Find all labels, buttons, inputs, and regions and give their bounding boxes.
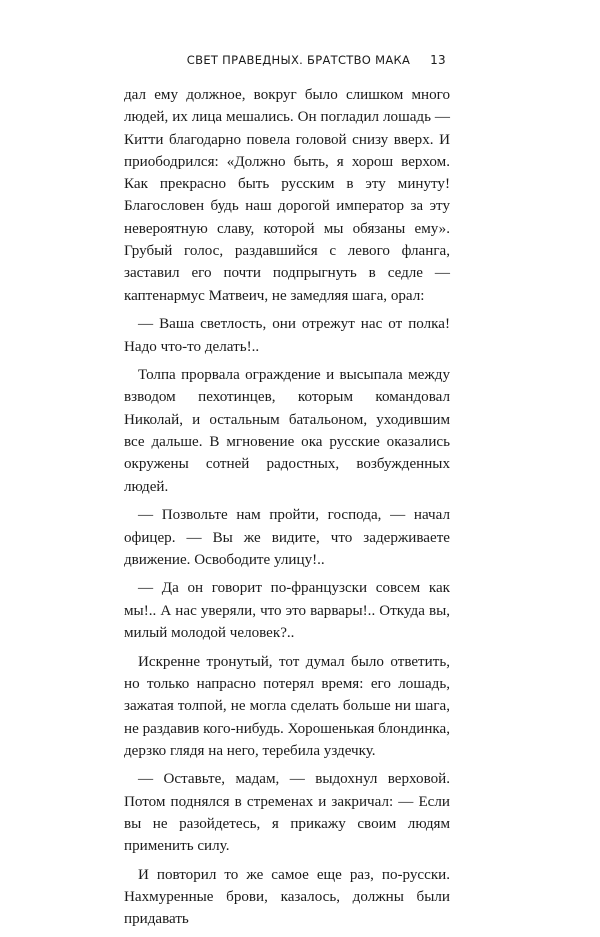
page-number: 13	[430, 53, 446, 67]
paragraph: И повторил то же самое еще раз, по-русски. Нахмуренные брови, казалось, должны были придавать	[124, 866, 450, 928]
paragraph: — Позвольте нам пройти, господа, — начал офицер. — Вы же видите, что задерживаете движение. Освободите улицу!..	[124, 507, 450, 568]
body-text	[124, 84, 450, 937]
paragraph: — Ваша светлость, они отрежут нас от полка! Надо что-то делать!..	[124, 316, 450, 355]
paragraph: — Да он говорит по-французски совсем как мы!.. А нас уверяли, что это варвары!.. Откуда вы, милый молодой человек?..	[124, 580, 450, 642]
running-head	[124, 53, 446, 67]
paragraph: дал ему должное, вокруг было слишком много людей, их лица мешались. Он погладил лошадь — Китти благодарно повела головой снизу вверх. И приободрился: «Должно быть, я хорош верхом. Как прекрасно быть русским в эту минуту! Благословен будь наш дорогой император за эту невероятную славу, которой мы обязаны ему». Грубый голос, раздавшийся с левого фланга, заставил его почти подпрыгнуть в седле — каптенармус Матвеич, не замедляя шага, орал:	[124, 87, 450, 304]
paragraph: — Оставьте, мадам, — выдохнул верховой. Потом поднялся в стременах и закричал: — Если вы не разойдетесь, я прикажу своим людям применить силу.	[124, 771, 450, 855]
paragraph: Толпа прорвала ограждение и высыпала между взводом пехотинцев, которым командовал Николай, и остальным батальоном, уходившим все дальше. В мгновение ока русские оказались окружены сотней радостных, возбужденных людей.	[124, 367, 450, 495]
paragraph: Искренне тронутый, тот думал было ответить, но только напрасно потерял время: его лошадь, зажатая толпой, не могла сделать больше ни шага, не раздавив кого-нибудь. Хорошенькая блондинка, дерзко глядя на него, теребила уздечку.	[124, 653, 450, 759]
running-title: СВЕТ ПРАВЕДНЫХ. БРАТСТВО МАКА	[186, 53, 411, 67]
